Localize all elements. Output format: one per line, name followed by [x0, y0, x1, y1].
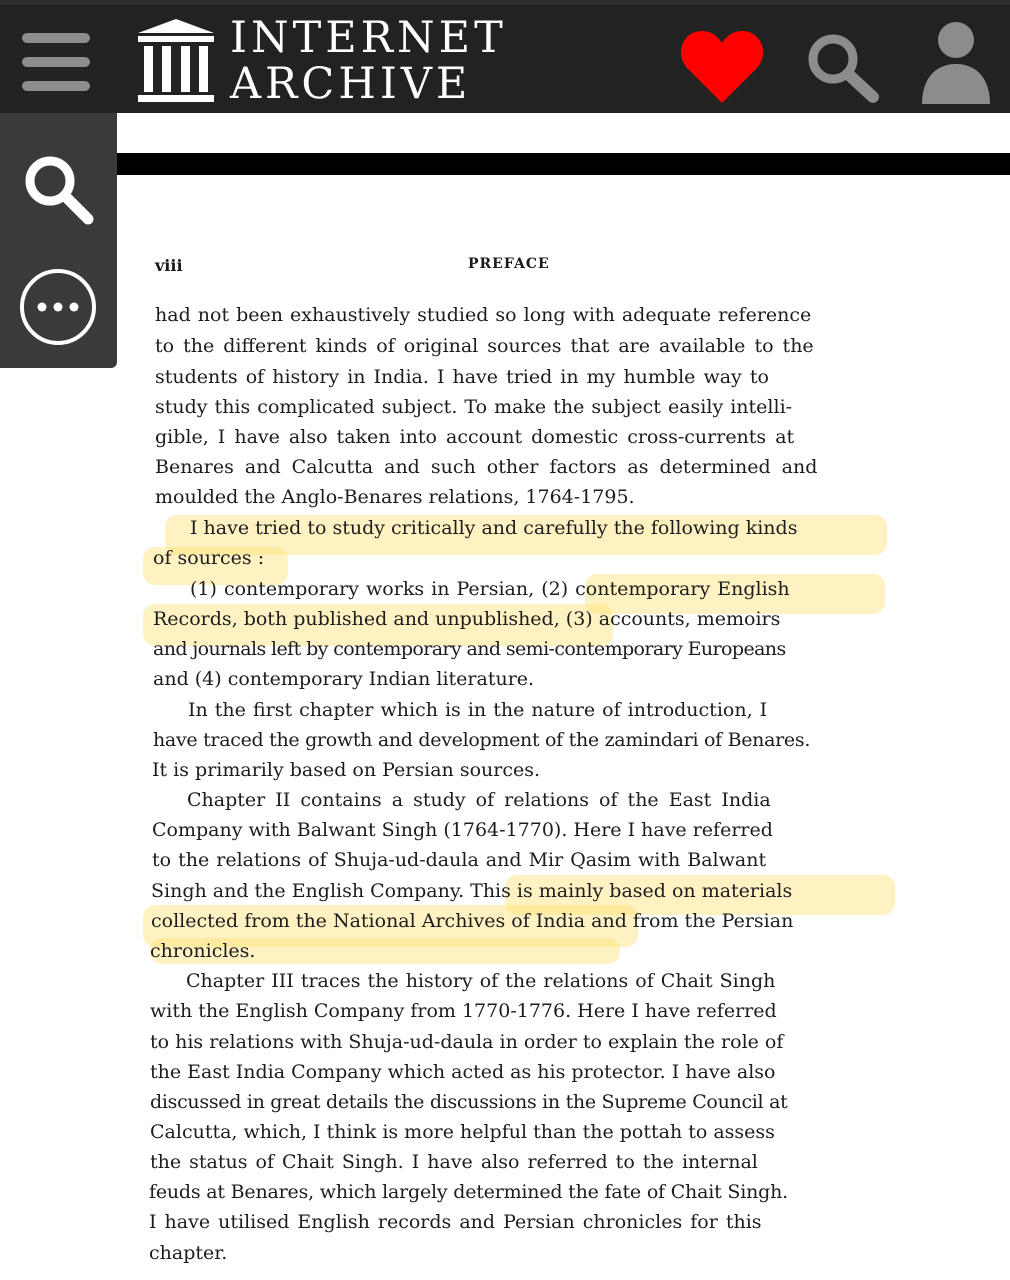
menu-icon[interactable] — [22, 33, 90, 91]
text-line: moulded the Anglo-Benares relations, 1764-1795. — [155, 486, 635, 508]
text-line: and (4) contemporary Indian literature. — [153, 668, 535, 690]
text-line: chronicles. — [150, 940, 256, 962]
logo-line-2: ARCHIVE — [230, 59, 472, 109]
heart-icon[interactable] — [680, 27, 764, 109]
text-line: Chapter II contains a study of relations of the East India — [187, 789, 771, 811]
text-line: Company with Balwant Singh (1764-1770). Here I have referred — [152, 819, 773, 841]
text-line: discussed in great details the discussions in the Supreme Council at — [150, 1091, 788, 1113]
archive-building-icon — [138, 19, 214, 103]
text-line: chapter. — [149, 1242, 228, 1264]
page-top-margin — [117, 113, 1010, 153]
text-line: to his relations with Shuja-ud-daula in order to explain the role of — [150, 1031, 784, 1053]
text-line: Calcutta, which, I think is more helpful than the pottah to assess — [150, 1121, 775, 1143]
text-line: In the first chapter which is in the nature of introduction, I — [188, 699, 768, 721]
search-inside-icon[interactable] — [22, 153, 94, 229]
page-separator — [0, 153, 1010, 175]
text-line: the East India Company which acted as his protector. I have also — [150, 1061, 776, 1083]
text-line: Records, both published and unpublished, (3) accounts, memoirs — [153, 608, 781, 630]
text-line: had not been exhaustively studied so long with adequate reference — [155, 304, 812, 326]
text-line: I have tried to study critically and carefully the following kinds — [190, 517, 798, 539]
text-line: of sources : — [153, 547, 265, 569]
text-line: I have utilised English records and Persian chronicles for this — [149, 1211, 762, 1233]
text-line: students of history in India. I have tried in my humble way to — [155, 366, 769, 388]
text-line: study this complicated subject. To make the subject easily intelli- — [155, 396, 793, 418]
text-line: with the English Company from 1770-1776. Here I have referred — [150, 1000, 777, 1022]
top-bar — [0, 0, 1010, 113]
page-number: viii — [155, 256, 183, 275]
search-icon[interactable] — [805, 31, 881, 107]
logo-line-1: INTERNET — [230, 13, 507, 63]
text-line: feuds at Benares, which largely determined the fate of Chait Singh. — [149, 1181, 788, 1203]
text-line: collected from the National Archives of India and from the Persian — [151, 910, 794, 932]
text-line: and journals left by contemporary and semi-contemporary Europeans — [153, 638, 786, 660]
text-line: Singh and the English Company. This is mainly based on materials — [151, 880, 793, 902]
text-line: to the relations of Shuja-ud-daula and Mir Qasim with Balwant — [152, 849, 767, 871]
running-title: PREFACE — [468, 256, 550, 272]
text-line: to the different kinds of original sources that are available to the — [155, 335, 814, 357]
text-line: Benares and Calcutta and such other factors as determined and — [155, 456, 818, 478]
text-line: gible, I have also taken into account domestic cross-currents at — [155, 426, 795, 448]
text-line: have traced the growth and development of the zamindari of Benares. — [153, 729, 811, 751]
internet-archive-logo[interactable] — [138, 15, 508, 110]
user-icon[interactable] — [918, 20, 994, 110]
text-line: It is primarily based on Persian sources. — [152, 759, 540, 781]
text-line: the status of Chait Singh. I have also referred to the internal — [150, 1151, 758, 1173]
text-line: (1) contemporary works in Persian, (2) contemporary English — [190, 578, 790, 600]
text-line: Chapter III traces the history of the relations of Chait Singh — [186, 970, 776, 992]
